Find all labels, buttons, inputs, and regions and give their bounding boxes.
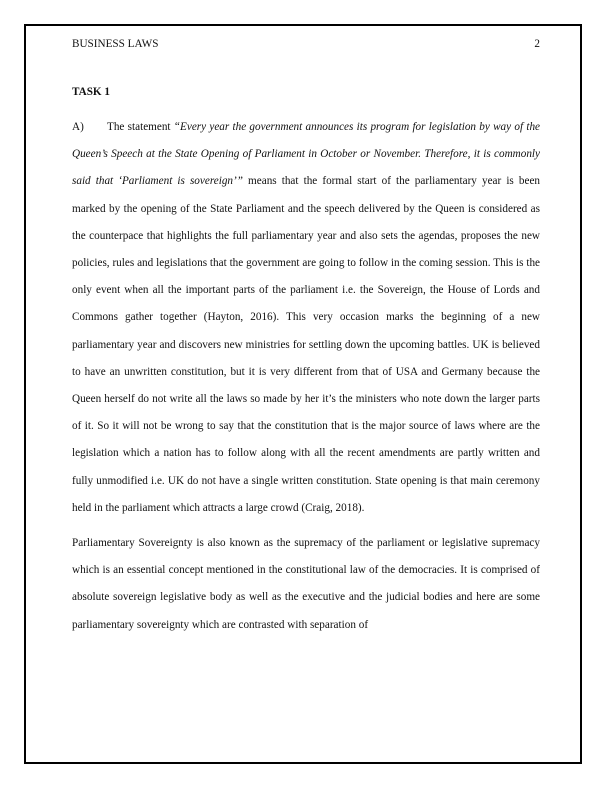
document-body — [72, 36, 540, 639]
quoted-statement: “Every year the government announces its program for legislation by way of the Queen’s Speech at the State Opening of Parliament in October or November. Therefore, it is commonly said that ‘Parliament is sovereign’” — [72, 121, 541, 188]
page-header — [72, 36, 540, 52]
paragraph-label: A) — [72, 121, 84, 133]
paragraph-sovereignty: Parliamentary Sovereignty is also known as the supremacy of the parliament or legislative supremacy which is an essential concept mentioned in the constitutional law of the democracies. It is comprised of absolute sovereign legislative body as well as the executive and the judicial bodies and here are some parliamentary sovereignty which are contrasted with separation of — [72, 537, 540, 631]
paragraph-body: means that the formal start of the parliamentary year is been marked by the opening of the State Parliament and the speech delivered by the Queen is considered as the counterpace that highlights the full parliamentary year and also sets the agendas, proposes the new policies, rules and legislations that the government are going to follow in the coming session. This is the only event when all the important parts of the parliament i.e. the Sovereign, the House of Lords and Commons gather together (Hayton, 2016). This very occasion marks the beginning of a new parliamentary year and discovers new ministries for settling down the upcoming battles. UK is believed to have an unwritten constitution, but it is very different from that of USA and Germany because the Queen herself do not write all the laws so made by her it’s the ministers who note down the larger parts of it. So it will not be wrong to say that the constitution that is the major source of laws where are the legislation which a nation has to follow along with all the recent amendments are partly written and fully unmodified i.e. UK do not have a single written constitution. State opening is that main ceremony held in the parliament which attracts a large crowd (Craig, 2018). — [72, 175, 540, 514]
header-title: BUSINESS LAWS — [72, 38, 159, 50]
paragraph-lead: The statement — [107, 121, 174, 133]
paragraph-a — [72, 114, 540, 522]
task-heading: TASK 1 — [72, 86, 111, 98]
page-number: 2 — [534, 38, 540, 50]
